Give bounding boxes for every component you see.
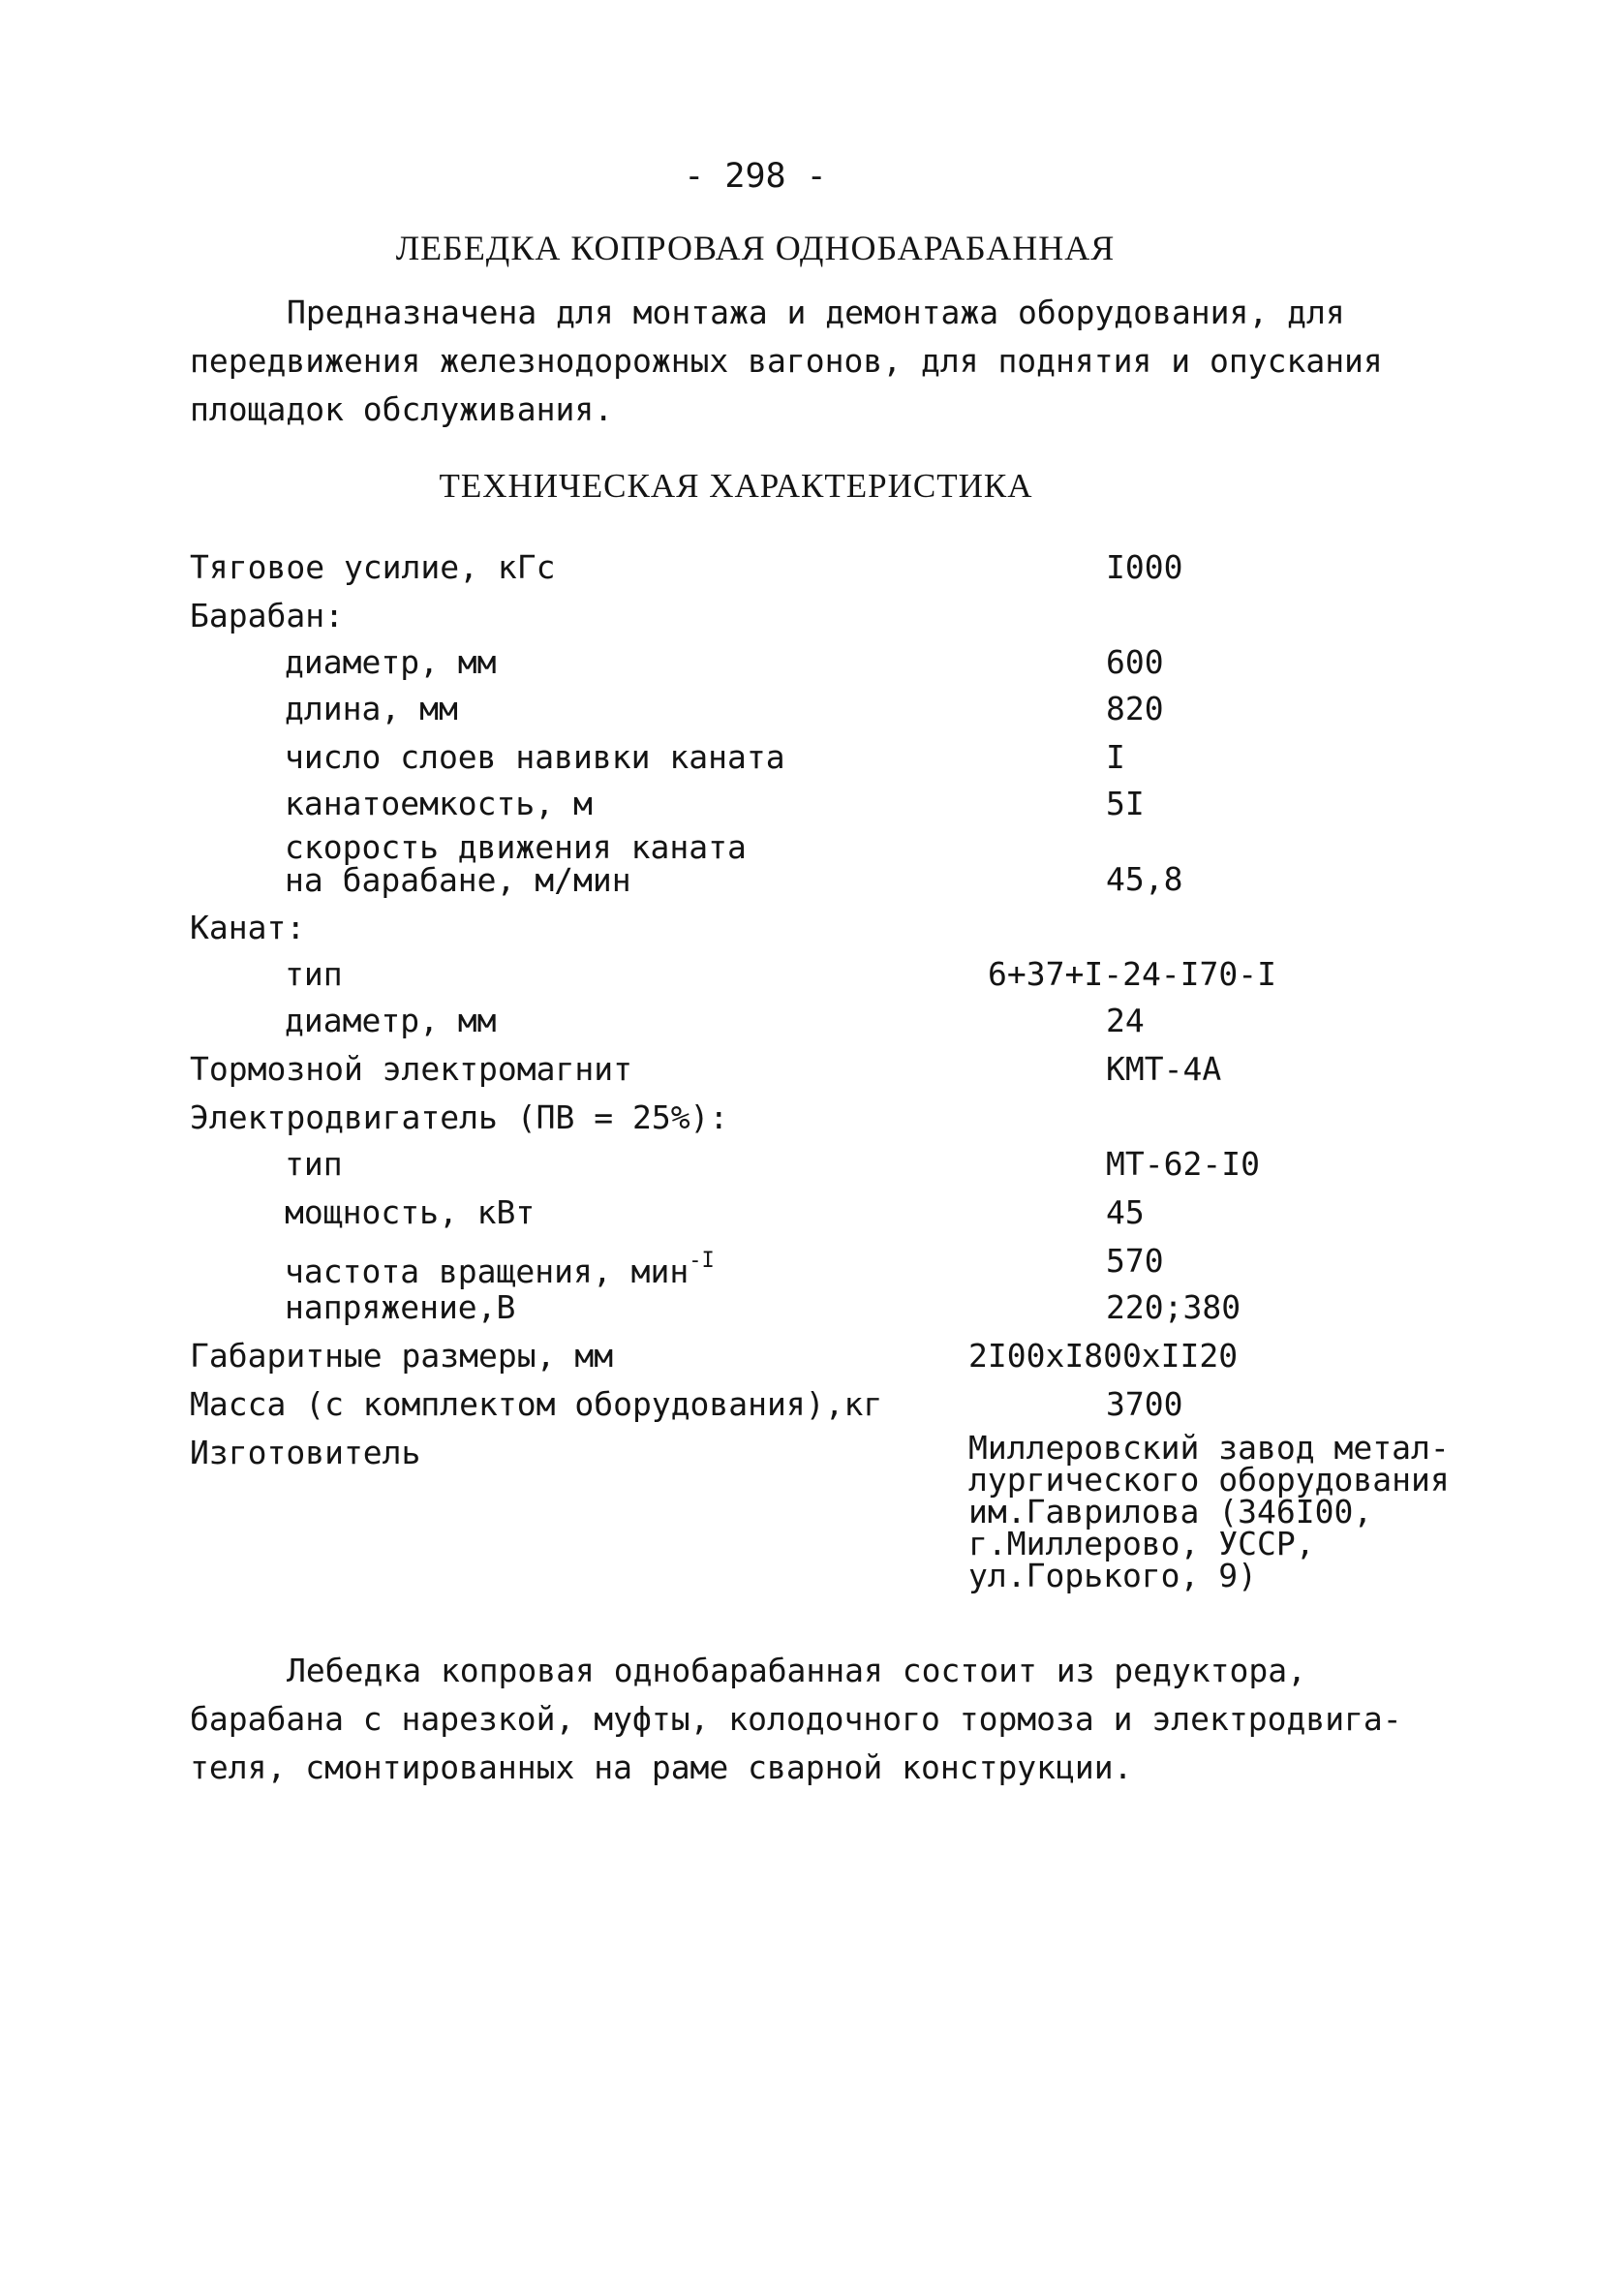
intro-line: передвижения железнодорожных вагонов, для поднятия и опускания: [190, 342, 1383, 380]
spec-value-brake-magnet: КМТ-4А: [1106, 1050, 1222, 1088]
spec-value-winding-layers: I: [1106, 738, 1125, 776]
intro-line: Предназначена для монтажа и демонтажа оборудования, для: [287, 294, 1345, 331]
spec-label-traction: Тяговое усилие, кГс: [190, 548, 556, 586]
spec-value-drum-length: 820: [1106, 690, 1164, 727]
manufacturer-line: г.Миллерово, УССР,: [968, 1525, 1315, 1562]
spec-label-motor-power: мощность, кВт: [285, 1193, 536, 1231]
spec-label-rope-speed-line: скорость движения каната: [285, 828, 747, 866]
spec-value-drum-diameter: 600: [1106, 643, 1164, 681]
spec-value-rope-speed: 45,8: [1106, 860, 1183, 898]
spec-label-drum-length: длина, мм: [285, 690, 458, 727]
spec-value-rope-type: 6+37+I-24-I70-I: [988, 955, 1277, 993]
closing-line: барабана с нарезкой, муфты, колодочного тормоза и электродвига-: [190, 1700, 1402, 1738]
manufacturer-line: ул.Горького, 9): [968, 1557, 1258, 1594]
spec-value-rope-diameter: 24: [1106, 1002, 1145, 1039]
spec-value-dimensions: 2I00хI800хII20: [968, 1337, 1239, 1375]
manufacturer-line: им.Гаврилова (346I00,: [968, 1493, 1373, 1530]
spec-value-rope-capacity: 5I: [1106, 785, 1145, 822]
spec-label-mass: Масса (с комплектом оборудования),кг: [190, 1385, 883, 1423]
spec-label-rope-speed-line: на барабане, м/мин: [285, 861, 631, 899]
spec-label-rope-type: тип: [285, 955, 343, 993]
spec-label-manufacturer: Изготовитель: [190, 1434, 421, 1471]
spec-value-motor-power: 45: [1106, 1193, 1145, 1231]
spec-value-traction: I000: [1106, 548, 1183, 586]
spec-label-drum-diameter: диаметр, мм: [285, 643, 497, 681]
spec-label-motor-voltage: напряжение,В: [285, 1288, 516, 1326]
manufacturer-line: Миллеровский завод метал-: [968, 1429, 1450, 1467]
spec-value-motor-speed: 570: [1106, 1242, 1164, 1280]
spec-label-motor-speed-text: частота вращения, мин: [285, 1252, 689, 1290]
spec-label-brake-magnet: Тормозной электромагнит: [190, 1050, 632, 1088]
spec-label-drum: Барабан:: [190, 597, 344, 634]
spec-label-motor: Электродвигатель (ПВ = 25%):: [190, 1098, 729, 1136]
spec-label-rope: Канат:: [190, 909, 306, 946]
spec-label-winding-layers: число слоев навивки каната: [285, 738, 785, 776]
spec-label-motor-speed-exponent: -I: [689, 1249, 715, 1273]
spec-label-rope-capacity: канатоемкость, м: [285, 785, 593, 822]
closing-paragraph: [190, 1647, 1468, 1792]
spec-heading: ТЕХНИЧЕСКАЯ ХАРАКТЕРИСТИКА: [439, 467, 1033, 505]
manufacturer-line: лургического оборудования: [968, 1461, 1450, 1499]
spec-value-motor-type: МТ-62-I0: [1106, 1145, 1260, 1183]
spec-label-rope-diameter: диаметр, мм: [285, 1002, 497, 1039]
document-title: ЛЕБЕДКА КОПРОВАЯ ОДНОБАРАБАННАЯ: [395, 229, 1116, 267]
page-number: - 298 -: [684, 157, 827, 196]
spec-value-motor-voltage: 220;380: [1106, 1288, 1241, 1326]
spec-label-rope-speed: [285, 828, 747, 899]
spec-label-dimensions: Габаритные размеры, мм: [190, 1337, 614, 1375]
intro-line: площадок обслуживания.: [190, 390, 614, 428]
closing-line: Лебедка копровая однобарабанная состоит из редуктора,: [287, 1652, 1306, 1689]
spec-value-manufacturer: [968, 1429, 1511, 1594]
spec-label-motor-type: тип: [285, 1145, 343, 1183]
spec-value-mass: 3700: [1106, 1385, 1183, 1423]
closing-line: теля, смонтированных на раме сварной конструкции.: [190, 1748, 1133, 1786]
